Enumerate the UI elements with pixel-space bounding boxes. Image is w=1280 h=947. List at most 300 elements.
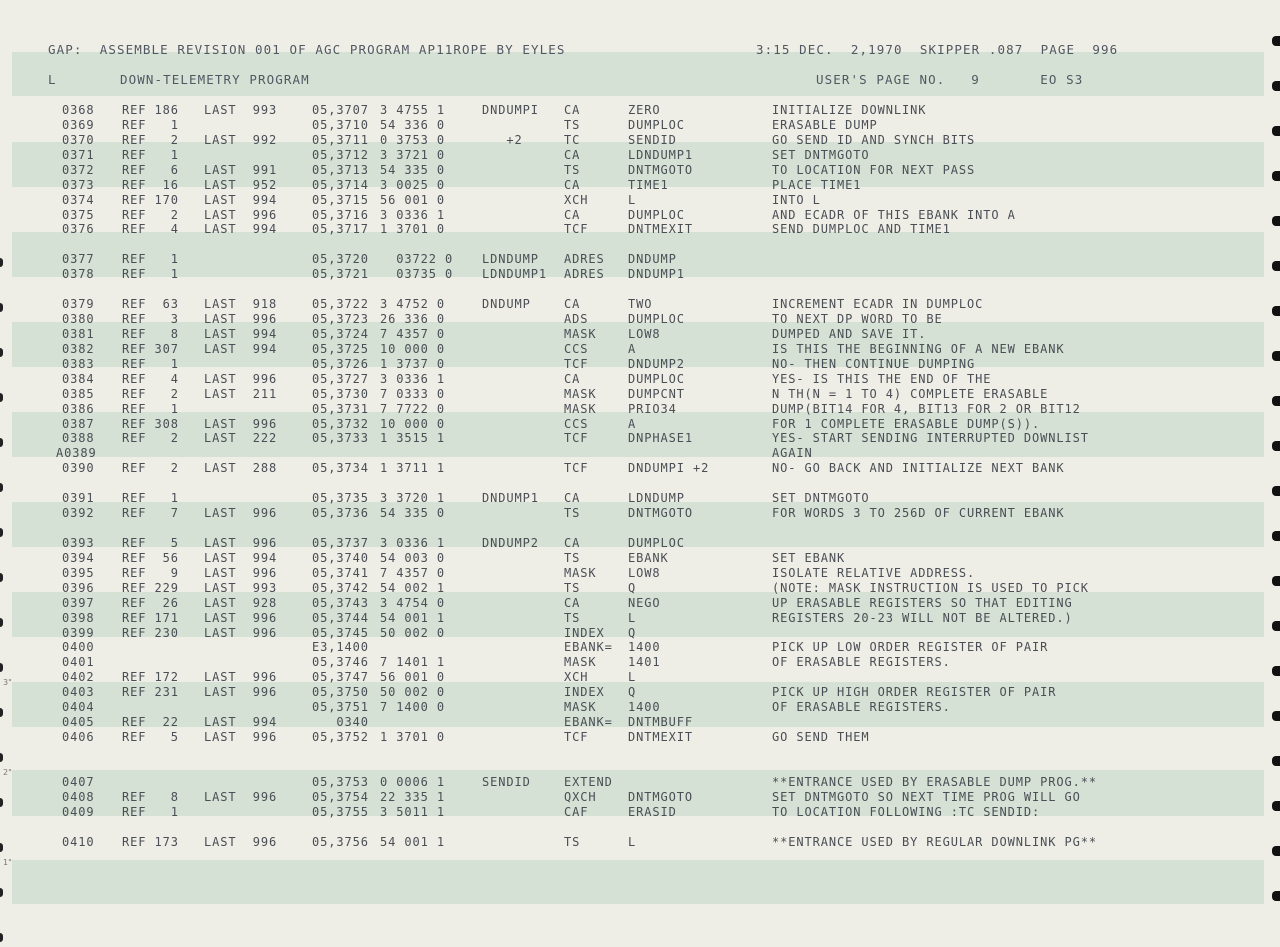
object-code: 54 003 0 [380, 550, 445, 565]
address: 05,3723 [312, 312, 369, 327]
comment: REGISTERS 20-23 WILL NOT BE ALTERED.) [772, 610, 1073, 625]
object-code: 54 001 1 [380, 834, 445, 849]
comment: OF ERASABLE REGISTERS. [772, 700, 951, 715]
opcode: CCS [564, 416, 589, 431]
feed-hole [1272, 801, 1280, 811]
last-ref: LAST 992 [204, 132, 278, 147]
operand: SENDID [628, 132, 677, 147]
feed-hole [0, 348, 3, 357]
object-code: 7 1400 0 [380, 700, 445, 715]
last-ref: LAST 994 [204, 341, 278, 356]
address: 05,3742 [312, 580, 369, 595]
opcode: XCH [564, 192, 589, 207]
feed-hole [1272, 756, 1280, 766]
address: 05,3726 [312, 356, 369, 371]
ref-count: REF 8 [122, 326, 179, 341]
operand: DNDUMP2 [628, 356, 685, 371]
card-number: 0394 [62, 550, 95, 565]
feed-hole [0, 303, 3, 312]
feed-hole [0, 258, 3, 267]
run-info: 3:15 DEC. 2,1970 SKIPPER .087 PAGE 996 [756, 42, 1119, 57]
object-code: 22 335 1 [380, 789, 445, 804]
comment: TO NEXT DP WORD TO BE [772, 312, 943, 327]
opcode: TCF [564, 356, 589, 371]
address: 05,3736 [312, 506, 369, 521]
program-title: DOWN-TELEMETRY PROGRAM [120, 72, 310, 87]
opcode: TS [564, 506, 581, 521]
last-ref: LAST 996 [204, 371, 278, 386]
last-ref: LAST 994 [204, 550, 278, 565]
card-number: 0380 [62, 312, 95, 327]
operand: Q [628, 580, 637, 595]
opcode: TCF [564, 222, 589, 237]
opcode: MASK [564, 655, 597, 670]
ref-count: REF 4 [122, 222, 179, 237]
operand: DNTMGOTO [628, 506, 693, 521]
ref-count: REF 2 [122, 431, 179, 446]
object-code: 54 336 0 [380, 117, 445, 132]
ref-count: REF 1 [122, 356, 179, 371]
card-number: 0403 [62, 685, 95, 700]
last-ref: LAST 993 [204, 103, 278, 117]
address: 05,3721 [312, 267, 369, 282]
last-ref: LAST 996 [204, 207, 278, 222]
card-number: 0399 [62, 625, 95, 640]
feed-hole [1272, 486, 1280, 496]
last-ref: LAST 996 [204, 730, 278, 745]
comment: ERASABLE DUMP [772, 117, 878, 132]
card-number: 0410 [62, 834, 95, 849]
card-number: 0368 [62, 103, 95, 117]
card-number: 0393 [62, 535, 95, 550]
opcode: CA [564, 207, 581, 222]
object-code: 26 336 0 [380, 312, 445, 327]
address: E3,1400 [312, 640, 369, 655]
card-number: 0382 [62, 341, 95, 356]
card-number: 0386 [62, 401, 95, 416]
ref-count: REF 16 [122, 177, 179, 192]
opcode: EXTEND [564, 774, 613, 789]
comment: UP ERASABLE REGISTERS SO THAT EDITING [772, 595, 1073, 610]
address: 05,3710 [312, 117, 369, 132]
address: 05,3746 [312, 655, 369, 670]
operand: DNDUMP1 [628, 267, 685, 282]
opcode: TS [564, 162, 581, 177]
margin-mark: 3" [3, 678, 12, 687]
object-code: 3 0336 1 [380, 371, 445, 386]
address: 05,3734 [312, 461, 369, 476]
operand: DNPHASE1 [628, 431, 693, 446]
opcode: CAF [564, 804, 589, 819]
object-code: 10 000 0 [380, 416, 445, 431]
feed-hole [1272, 666, 1280, 676]
address: 05,3753 [312, 774, 369, 789]
comment: AND ECADR OF THIS EBANK INTO A [772, 207, 1016, 222]
address: 05,3730 [312, 386, 369, 401]
opcode: EBANK= [564, 640, 613, 655]
feed-hole [1272, 531, 1280, 541]
last-ref: LAST 222 [204, 431, 278, 446]
last-ref: LAST 211 [204, 386, 278, 401]
card-number: 0384 [62, 371, 95, 386]
card-number: 0377 [62, 252, 95, 267]
comment: INTO L [772, 192, 821, 207]
comment: SEND DUMPLOC AND TIME1 [772, 222, 951, 237]
object-code: 3 0025 0 [380, 177, 445, 192]
opcode: CA [564, 297, 581, 312]
comment: INITIALIZE DOWNLINK [772, 103, 927, 117]
object-code: 54 335 0 [380, 162, 445, 177]
ref-count: REF 186 [122, 103, 179, 117]
operand: DUMPLOC [628, 535, 685, 550]
card-number: 0401 [62, 655, 95, 670]
last-ref: LAST 996 [204, 625, 278, 640]
last-ref: LAST 288 [204, 461, 278, 476]
ref-count: REF 63 [122, 297, 179, 312]
comment: PICK UP LOW ORDER REGISTER OF PAIR [772, 640, 1049, 655]
comment: YES- START SENDING INTERRUPTED DOWNLIST [772, 431, 1089, 446]
ref-count: REF 6 [122, 162, 179, 177]
address: 05,3740 [312, 550, 369, 565]
card-number: 0387 [62, 416, 95, 431]
address: 05,3737 [312, 535, 369, 550]
comment: SET EBANK [772, 550, 846, 565]
address: 05,3717 [312, 222, 369, 237]
object-code: 1 3701 0 [380, 222, 445, 237]
opcode: MASK [564, 700, 597, 715]
comment: AGAIN [772, 446, 813, 461]
card-number: 0408 [62, 789, 95, 804]
opcode: EBANK= [564, 715, 613, 730]
last-ref: LAST 996 [204, 670, 278, 685]
card-number: 0371 [62, 147, 95, 162]
address: 05,3741 [312, 565, 369, 580]
operand: Q [628, 625, 637, 640]
object-code: 10 000 0 [380, 341, 445, 356]
comment: PLACE TIME1 [772, 177, 862, 192]
card-number: 0388 [62, 431, 95, 446]
card-number: 0396 [62, 580, 95, 595]
card-number: 0398 [62, 610, 95, 625]
comment: DUMP(BIT14 FOR 4, BIT13 FOR 2 OR BIT12 [772, 401, 1081, 416]
card-number: 0400 [62, 640, 95, 655]
operand: DNTMEXIT [628, 730, 693, 745]
opcode: TCF [564, 431, 589, 446]
last-ref: LAST 996 [204, 834, 278, 849]
opcode: XCH [564, 670, 589, 685]
feed-hole [1272, 81, 1280, 91]
object-code: 7 4357 0 [380, 326, 445, 341]
card-number: 0375 [62, 207, 95, 222]
card-number: 0381 [62, 326, 95, 341]
ref-count: REF 2 [122, 207, 179, 222]
card-number: 0409 [62, 804, 95, 819]
comment: NO- GO BACK AND INITIALIZE NEXT BANK [772, 461, 1065, 476]
feed-hole [1272, 36, 1280, 46]
comment: INCREMENT ECADR IN DUMPLOC [772, 297, 984, 312]
label-field: DNDUMP2 [482, 535, 539, 550]
label-field: DNDUMP [482, 297, 531, 312]
feed-hole [0, 708, 3, 717]
card-number: 0392 [62, 506, 95, 521]
object-code: 3 0336 1 [380, 535, 445, 550]
address: 05,3743 [312, 595, 369, 610]
card-number: 0397 [62, 595, 95, 610]
opcode: CA [564, 491, 581, 506]
feed-hole [0, 438, 3, 447]
address: 05,3747 [312, 670, 369, 685]
ref-count: REF 172 [122, 670, 179, 685]
ref-count: REF 26 [122, 595, 179, 610]
object-code: 3 4754 0 [380, 595, 445, 610]
comment: IS THIS THE BEGINNING OF A NEW EBANK [772, 341, 1065, 356]
ref-count: REF 1 [122, 491, 179, 506]
operand: LDNDUMP [628, 491, 685, 506]
object-code: 03735 0 [380, 267, 454, 282]
card-number: 0383 [62, 356, 95, 371]
feed-hole [1272, 351, 1280, 361]
address: 05,3716 [312, 207, 369, 222]
opcode: TS [564, 834, 581, 849]
feed-hole [1272, 396, 1280, 406]
operand: LOW8 [628, 326, 661, 341]
object-code: 03722 0 [380, 252, 454, 267]
address: 0340 [312, 715, 369, 730]
address: 05,3722 [312, 297, 369, 312]
address: 05,3731 [312, 401, 369, 416]
comment: TO LOCATION FOLLOWING :TC SENDID: [772, 804, 1041, 819]
opcode: TS [564, 580, 581, 595]
operand: LDNDUMP1 [628, 147, 693, 162]
last-ref: LAST 994 [204, 326, 278, 341]
object-code: 0 3753 0 [380, 132, 445, 147]
ref-count: REF 2 [122, 386, 179, 401]
address: 05,3715 [312, 192, 369, 207]
ref-count: REF 4 [122, 371, 179, 386]
opcode: INDEX [564, 625, 605, 640]
last-ref: LAST 996 [204, 416, 278, 431]
feed-hole [0, 663, 3, 672]
last-ref: LAST 994 [204, 222, 278, 237]
last-ref: LAST 996 [204, 565, 278, 580]
address: 05,3756 [312, 834, 369, 849]
ref-count: REF 8 [122, 789, 179, 804]
ref-count: REF 230 [122, 625, 179, 640]
feed-hole [0, 573, 3, 582]
ref-count: REF 1 [122, 804, 179, 819]
last-ref: LAST 996 [204, 506, 278, 521]
last-ref: LAST 991 [204, 162, 278, 177]
comment: **ENTRANCE USED BY REGULAR DOWNLINK PG** [772, 834, 1097, 849]
flag: L [48, 72, 57, 87]
opcode: TC [564, 132, 581, 147]
ref-count: REF 307 [122, 341, 179, 356]
opcode: TCF [564, 461, 589, 476]
card-number: A0389 [56, 446, 97, 461]
opcode: MASK [564, 326, 597, 341]
operand: DNTMEXIT [628, 222, 693, 237]
operand: DUMPLOC [628, 312, 685, 327]
operand: DUMPCNT [628, 386, 685, 401]
object-code: 1 3701 0 [380, 730, 445, 745]
object-code: 7 4357 0 [380, 565, 445, 580]
users-page: USER'S PAGE NO. 9 EO S3 [816, 72, 1084, 87]
operand: L [628, 670, 637, 685]
operand: L [628, 610, 637, 625]
card-number: 0405 [62, 715, 95, 730]
label-field: DNDUMP1 [482, 491, 539, 506]
ref-count: REF 171 [122, 610, 179, 625]
opcode: CCS [564, 341, 589, 356]
operand: LOW8 [628, 565, 661, 580]
opcode: CA [564, 177, 581, 192]
address: 05,3712 [312, 147, 369, 162]
address: 05,3751 [312, 700, 369, 715]
opcode: ADS [564, 312, 589, 327]
address: 05,3733 [312, 431, 369, 446]
object-code: 54 001 1 [380, 610, 445, 625]
card-number: 0407 [62, 774, 95, 789]
ref-count: REF 1 [122, 267, 179, 282]
feed-hole [1272, 126, 1280, 136]
card-number: 0395 [62, 565, 95, 580]
operand: 1400 [628, 700, 661, 715]
last-ref: LAST 996 [204, 535, 278, 550]
object-code: 1 3737 0 [380, 356, 445, 371]
operand: Q [628, 685, 637, 700]
feed-hole [1272, 306, 1280, 316]
object-code: 54 335 0 [380, 506, 445, 521]
ref-count: REF 1 [122, 117, 179, 132]
operand: A [628, 341, 637, 356]
card-number: 0406 [62, 730, 95, 745]
address: 05,3724 [312, 326, 369, 341]
card-number: 0404 [62, 700, 95, 715]
opcode: ADRES [564, 252, 605, 267]
operand: EBANK [628, 550, 669, 565]
comment: SET DNTMGOTO [772, 147, 870, 162]
ref-count: REF 231 [122, 685, 179, 700]
last-ref: LAST 994 [204, 715, 278, 730]
opcode: CA [564, 595, 581, 610]
address: 05,3720 [312, 252, 369, 267]
card-number: 0402 [62, 670, 95, 685]
ref-count: REF 7 [122, 506, 179, 521]
ref-count: REF 5 [122, 730, 179, 745]
object-code: 56 001 0 [380, 192, 445, 207]
address: 05,3732 [312, 416, 369, 431]
comment: PICK UP HIGH ORDER REGISTER OF PAIR [772, 685, 1057, 700]
feed-hole [0, 843, 3, 852]
opcode: ADRES [564, 267, 605, 282]
address: 05,3727 [312, 371, 369, 386]
object-code: 56 001 0 [380, 670, 445, 685]
feed-hole [0, 888, 3, 897]
opcode: TS [564, 610, 581, 625]
address: 05,3707 [312, 103, 369, 117]
opcode: CA [564, 103, 581, 117]
opcode: CA [564, 371, 581, 386]
feed-hole [1272, 261, 1280, 271]
address: 05,3744 [312, 610, 369, 625]
label-field: SENDID [482, 774, 531, 789]
feed-hole [0, 753, 3, 762]
operand: PRIO34 [628, 401, 677, 416]
address: 05,3745 [312, 625, 369, 640]
object-code: 50 002 0 [380, 685, 445, 700]
address: 05,3750 [312, 685, 369, 700]
object-code: 7 7722 0 [380, 401, 445, 416]
card-number: 0372 [62, 162, 95, 177]
opcode: TS [564, 117, 581, 132]
feed-hole [1272, 576, 1280, 586]
opcode: CA [564, 535, 581, 550]
ref-count: REF 5 [122, 535, 179, 550]
object-code: 1 3515 1 [380, 431, 445, 446]
opcode: INDEX [564, 685, 605, 700]
label-field: LDNDUMP1 [482, 267, 547, 282]
operand: DUMPLOC [628, 117, 685, 132]
comment: **ENTRANCE USED BY ERASABLE DUMP PROG.** [772, 774, 1097, 789]
card-number: 0385 [62, 386, 95, 401]
feed-hole [0, 483, 3, 492]
opcode: TS [564, 550, 581, 565]
operand: DNTMGOTO [628, 789, 693, 804]
comment: N TH(N = 1 TO 4) COMPLETE ERASABLE [772, 386, 1049, 401]
opcode: CA [564, 147, 581, 162]
object-code: 3 5011 1 [380, 804, 445, 819]
address: 05,3714 [312, 177, 369, 192]
comment: GO SEND ID AND SYNCH BITS [772, 132, 976, 147]
address: 05,3752 [312, 730, 369, 745]
object-code: 7 1401 1 [380, 655, 445, 670]
address: 05,3755 [312, 804, 369, 819]
last-ref: LAST 918 [204, 297, 278, 312]
operand: DNTMBUFF [628, 715, 693, 730]
last-ref: LAST 993 [204, 580, 278, 595]
feed-hole [0, 798, 3, 807]
label-field: DNDUMPI [482, 103, 539, 117]
ref-count: REF 2 [122, 461, 179, 476]
operand: DNDUMPI +2 [628, 461, 710, 476]
margin-mark: 2" [3, 768, 12, 777]
feed-hole [1272, 711, 1280, 721]
object-code: 3 3721 0 [380, 147, 445, 162]
last-ref: LAST 996 [204, 610, 278, 625]
object-code: 3 4755 1 [380, 103, 445, 117]
ref-count: REF 1 [122, 252, 179, 267]
object-code: 7 0333 0 [380, 386, 445, 401]
object-code: 0 0006 1 [380, 774, 445, 789]
ref-count: REF 3 [122, 312, 179, 327]
card-number: 0373 [62, 177, 95, 192]
opcode: MASK [564, 401, 597, 416]
operand: ZERO [628, 103, 661, 117]
opcode: QXCH [564, 789, 597, 804]
comment: SET DNTMGOTO [772, 491, 870, 506]
comment: ISOLATE RELATIVE ADDRESS. [772, 565, 976, 580]
card-number: 0370 [62, 132, 95, 147]
label-field: +2 [482, 132, 523, 147]
operand: 1400 [628, 640, 661, 655]
last-ref: LAST 994 [204, 192, 278, 207]
address: 05,3713 [312, 162, 369, 177]
opcode: MASK [564, 565, 597, 580]
operand: TWO [628, 297, 653, 312]
operand: L [628, 192, 637, 207]
comment: FOR WORDS 3 TO 256D OF CURRENT EBANK [772, 506, 1065, 521]
card-number: 0378 [62, 267, 95, 282]
